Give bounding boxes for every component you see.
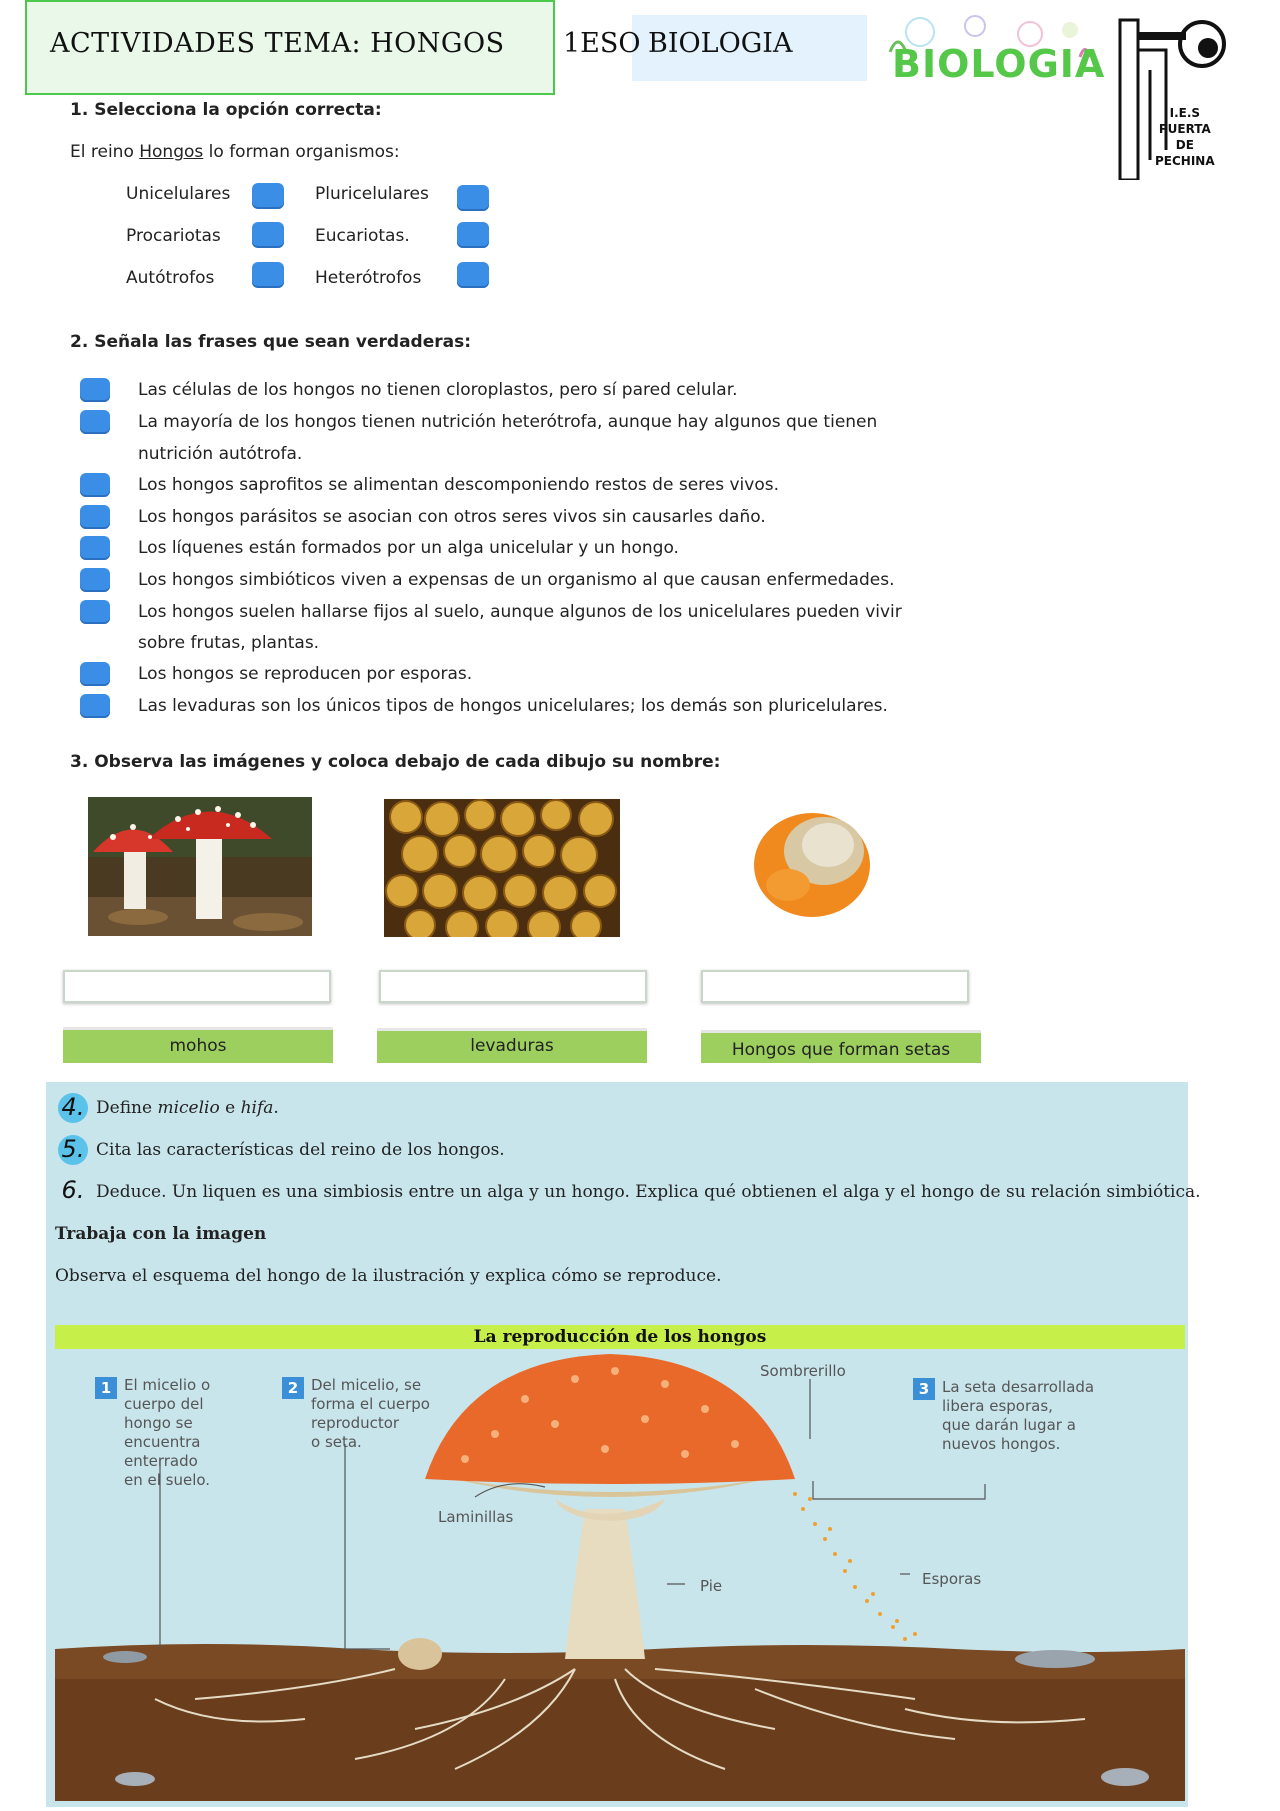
statement-text: La mayoría de los hongos tienen nutrición heterótrofa, aunque hay algunos que tienen — [138, 412, 878, 432]
q3-heading: 3. Observa las imágenes y coloca debajo de cada dibujo su nombre: — [70, 752, 721, 772]
step3-line: nuevos hongos. — [942, 1435, 1061, 1453]
statement-text: sobre frutas, plantas. — [138, 633, 320, 653]
step1-line: encuentra — [124, 1433, 201, 1451]
answer-box-1[interactable] — [63, 970, 331, 1003]
step3-line: libera esporas, — [942, 1397, 1053, 1415]
biologia-logo — [880, 12, 1106, 87]
statement-checkbox[interactable] — [80, 662, 110, 686]
question-number-badge: 4. — [58, 1093, 88, 1123]
step2-line: reproductor — [311, 1414, 400, 1432]
subject-label: BIOLOGIA — [648, 28, 793, 59]
step1-line: El micelio o — [124, 1376, 211, 1394]
step1-line: cuerpo del — [124, 1395, 204, 1413]
step1-line: enterrado — [124, 1452, 198, 1470]
step3-text — [942, 1378, 1094, 1454]
biologia-logo-text: BIOLOGIA — [892, 42, 1106, 86]
q1-prompt-kingdom: Hongos — [139, 142, 204, 162]
label-pie: Pie — [700, 1577, 723, 1595]
page-title: ACTIVIDADES TEMA: HONGOS — [50, 28, 505, 59]
school-logo — [1110, 10, 1230, 180]
answer-box-2[interactable] — [379, 970, 647, 1003]
statement-text: Los hongos suelen hallarse fijos al suelo, aunque algunos de los unicelulares pueden vivir — [138, 602, 902, 622]
school-logo-line: PUERTA — [1158, 122, 1211, 136]
option-checkbox-unicelulares[interactable] — [252, 183, 284, 209]
q4-term-micelio: micelio — [157, 1098, 220, 1118]
moldy-orange-photo — [748, 805, 873, 925]
step-number: 3 — [913, 1378, 935, 1400]
statement-text: Las células de los hongos no tienen cloroplastos, pero sí pared celular. — [138, 380, 738, 400]
q1-prompt-start: El reino — [70, 142, 140, 162]
label-hongos-setas[interactable]: Hongos que forman setas — [701, 1030, 981, 1063]
question-number-badge: 5. — [58, 1135, 88, 1165]
q2-heading: 2. Señala las frases que sean verdaderas: — [70, 332, 472, 352]
option-checkbox-autotrofos[interactable] — [252, 262, 284, 288]
mushroom-photo — [88, 797, 312, 936]
q5-text: Cita las características del reino de los hongos. — [96, 1140, 505, 1160]
school-logo-line: PECHINA — [1155, 154, 1215, 168]
q4-text-joiner: e — [219, 1098, 241, 1118]
option-checkbox-eucariotas[interactable] — [457, 222, 489, 248]
option-checkbox-pluricelulares[interactable] — [457, 185, 489, 211]
option-label: Unicelulares — [126, 184, 231, 204]
step2-line: o seta. — [311, 1433, 362, 1451]
q4-text-end: . — [273, 1098, 279, 1118]
statement-text: nutrición autótrofa. — [138, 444, 303, 464]
step1-text — [124, 1376, 210, 1490]
statement-checkbox[interactable] — [80, 600, 110, 624]
option-label: Heterótrofos — [315, 268, 422, 288]
label-esporas: Esporas — [922, 1570, 982, 1588]
q1-heading: 1. Selecciona la opción correcta: — [70, 100, 382, 120]
statement-checkbox[interactable] — [80, 473, 110, 497]
diagram-title: La reproducción de los hongos — [55, 1325, 1185, 1349]
step2-line: Del micelio, se — [311, 1376, 422, 1394]
statement-text: Las levaduras son los únicos tipos de hongos unicelulares; los demás son pluricelulares. — [138, 696, 888, 716]
step2-line: forma el cuerpo — [311, 1395, 430, 1413]
work-text: Observa el esquema del hongo de la ilustración y explica cómo se reproduce. — [55, 1266, 722, 1286]
step1-line: hongo se — [124, 1414, 193, 1432]
statement-text: Los hongos parásitos se asocian con otros seres vivos sin causarles daño. — [138, 507, 766, 527]
option-label: Procariotas — [126, 226, 221, 246]
course-label: 1ESO — [563, 28, 641, 59]
option-label: Eucariotas. — [315, 226, 410, 246]
option-label: Pluricelulares — [315, 184, 429, 204]
statement-checkbox[interactable] — [80, 694, 110, 718]
step3-line: La seta desarrollada — [942, 1378, 1095, 1396]
q4-text-start: Define — [96, 1098, 158, 1118]
q1-prompt — [70, 142, 400, 162]
work-heading: Trabaja con la imagen — [55, 1224, 267, 1244]
label-levaduras[interactable]: levaduras — [377, 1028, 647, 1063]
q4-text — [96, 1098, 279, 1118]
school-logo-line: I.E.S — [1169, 106, 1201, 120]
school-logo-line: DE — [1175, 138, 1194, 152]
option-label: Autótrofos — [126, 268, 215, 288]
q6-text: Deduce. Un liquen es una simbiosis entre un alga y un hongo. Explica qué obtienen el alga y el hongo de su relación simbiótica. — [96, 1182, 1201, 1202]
q4-term-hifa: hifa — [240, 1098, 274, 1118]
option-checkbox-heterotrofos[interactable] — [457, 262, 489, 288]
question-number-badge: 6. — [58, 1176, 88, 1206]
step-number: 2 — [282, 1377, 304, 1399]
step-number: 1 — [95, 1377, 117, 1399]
label-laminillas: Laminillas — [438, 1508, 514, 1526]
statement-text: Los líquenes están formados por un alga unicelular y un hongo. — [138, 538, 679, 558]
label-sombrerillo: Sombrerillo — [760, 1362, 846, 1380]
label-mohos[interactable]: mohos — [63, 1027, 333, 1063]
step1-line: en el suelo. — [124, 1471, 211, 1489]
statement-checkbox[interactable] — [80, 568, 110, 592]
statement-text: Los hongos saprofitos se alimentan descomponiendo restos de seres vivos. — [138, 475, 779, 495]
step3-line: que darán lugar a — [942, 1416, 1076, 1434]
statement-checkbox[interactable] — [80, 378, 110, 402]
statement-checkbox[interactable] — [80, 505, 110, 529]
statement-text: Los hongos se reproducen por esporas. — [138, 664, 473, 684]
answer-box-3[interactable] — [701, 970, 969, 1003]
statement-checkbox[interactable] — [80, 410, 110, 434]
option-checkbox-procariotas[interactable] — [252, 222, 284, 248]
yeast-photo — [384, 799, 620, 937]
q1-prompt-end: lo forman organismos: — [203, 142, 400, 162]
statement-checkbox[interactable] — [80, 536, 110, 560]
step2-text — [311, 1376, 430, 1452]
statement-text: Los hongos simbióticos viven a expensas de un organismo al que causan enfermedades. — [138, 570, 895, 590]
